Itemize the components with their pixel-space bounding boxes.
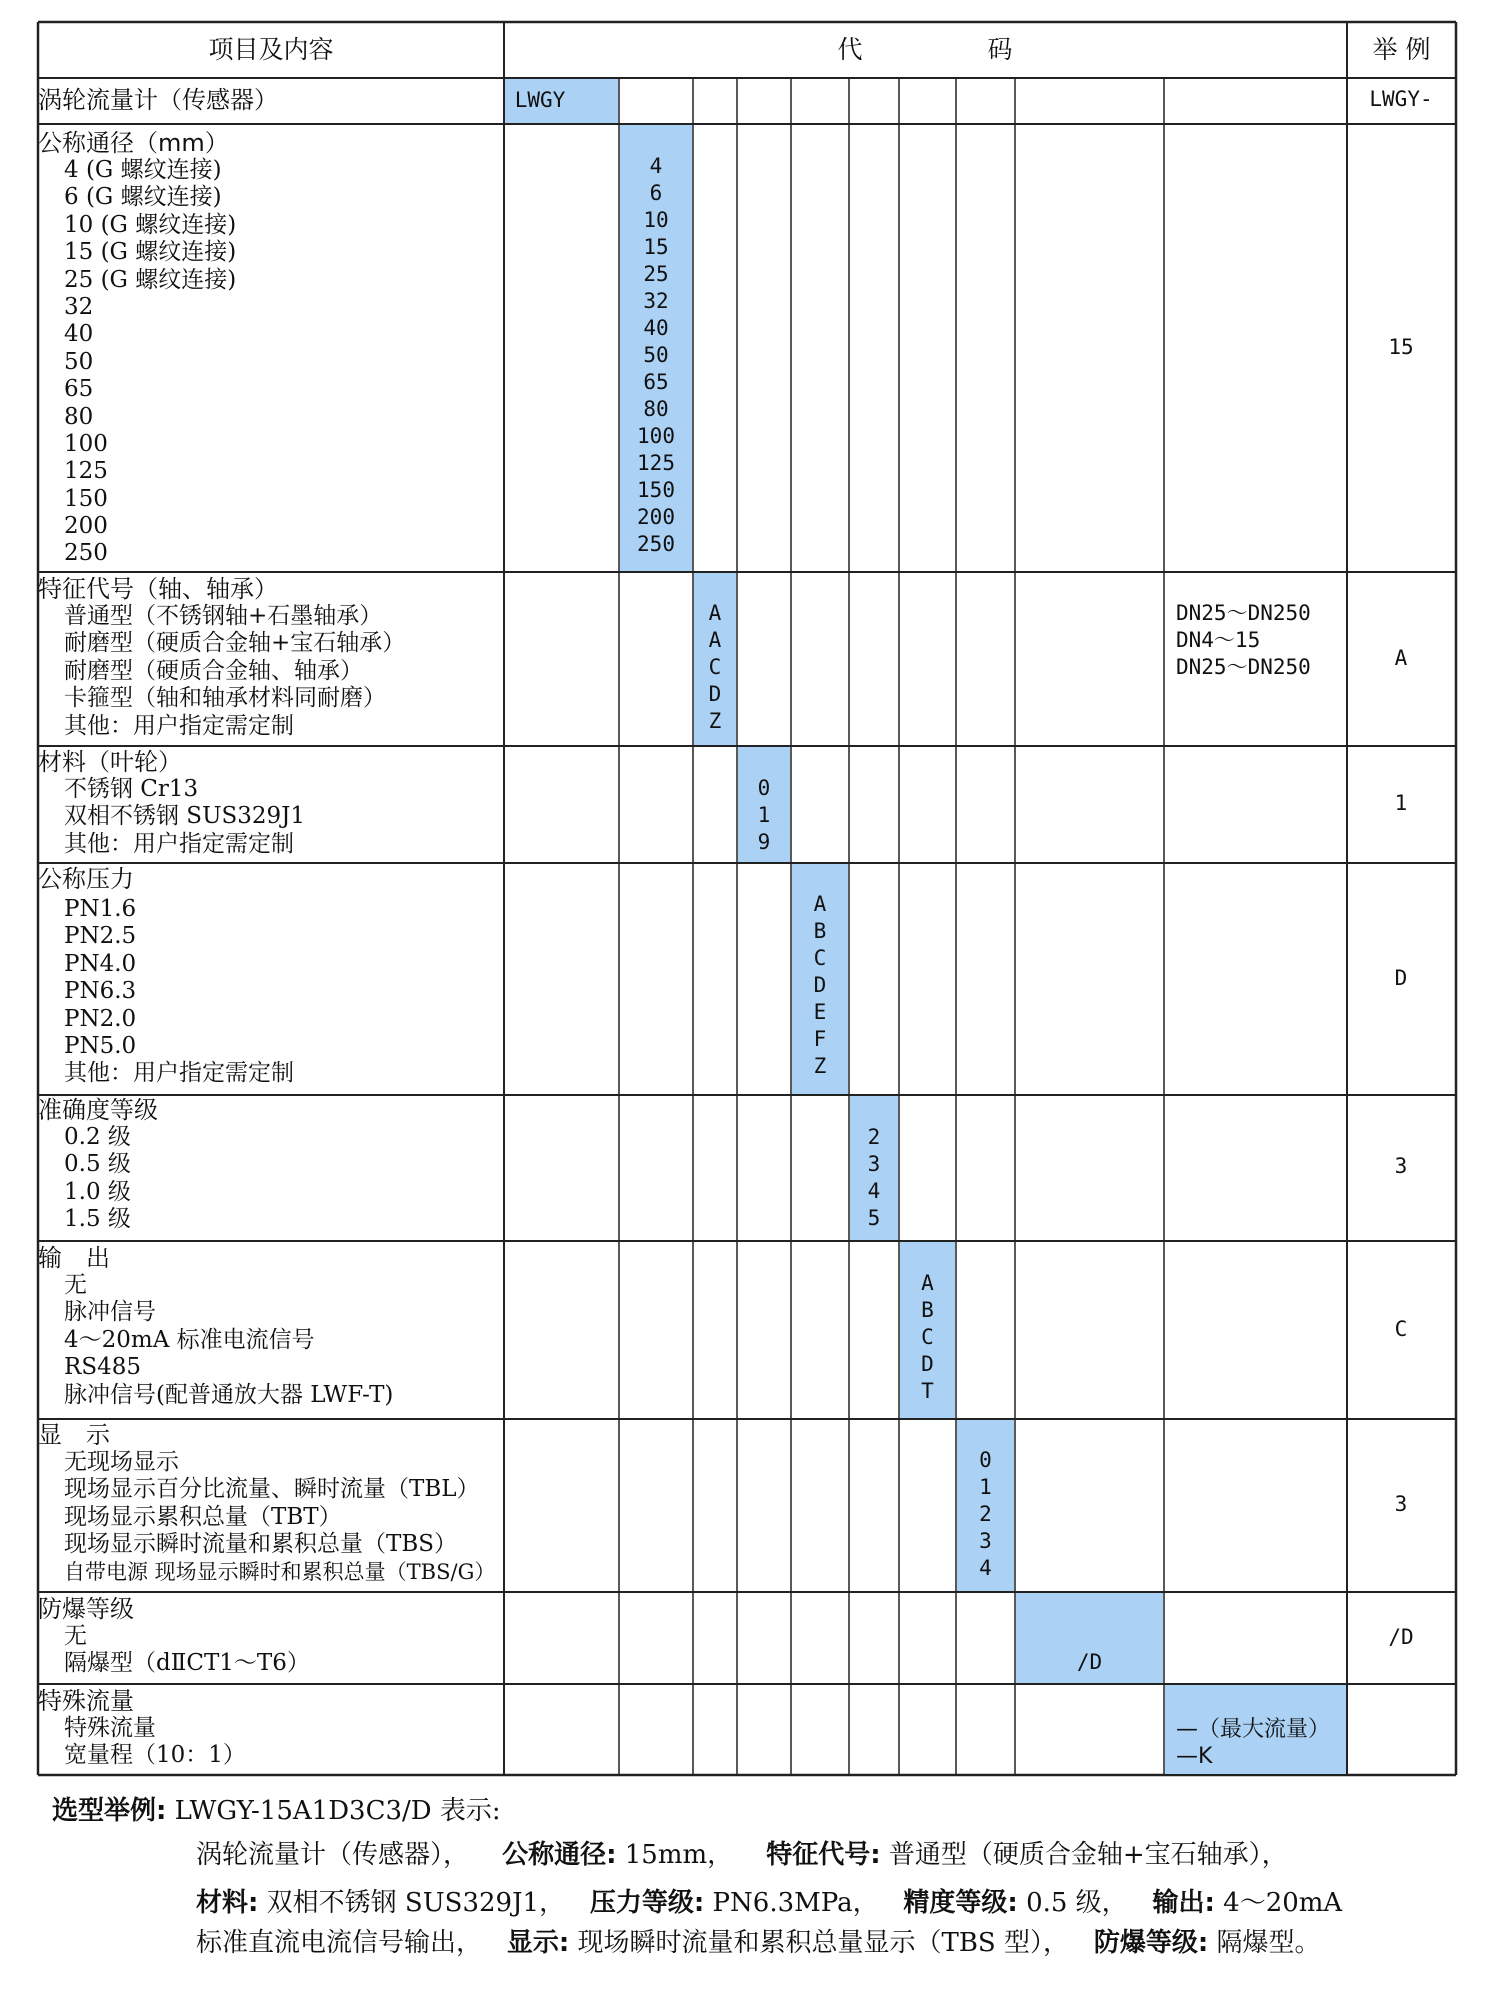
code-value: Z [813,1054,827,1078]
code-value: B [921,1298,934,1322]
example-l2-b: 双相不锈钢 SUS329J1， [266,1888,566,1918]
section-title: 涡轮流量计（传感器） [38,86,278,114]
item: 10 (G 螺纹连接) [64,211,237,238]
codes-model [505,87,575,114]
example-l3-e: 隔爆型。 [1216,1928,1321,1958]
code-value: E [813,1000,827,1024]
code-value: 1 [979,1475,992,1499]
item: 隔爆型（dⅡCT1～T6） [64,1650,310,1677]
item: 无 [64,1272,87,1298]
code-value: 2 [979,1502,992,1526]
header-code-b: 码 [987,35,1013,64]
item: PN1.6 [64,896,137,922]
example-l2-c: 压力等级: [589,1888,705,1918]
example-l2-d: PN6.3MPa， [712,1888,879,1918]
section-pressure [38,866,498,1088]
item: PN2.5 [64,923,137,950]
item: 32 [64,293,94,320]
item: 200 [64,513,108,540]
code-value: 250 [637,532,675,556]
item: 0.2 级 [64,1124,131,1150]
code-value: 1 [757,803,771,827]
item: 4 (G 螺纹连接) [64,157,222,183]
feature-notes [1176,600,1311,681]
code-value: 6 [649,181,663,205]
item: 不锈钢 Cr13 [64,776,199,802]
item: 125 [64,458,108,485]
code-value: 4 [649,154,663,178]
item: 耐磨型（硬质合金轴+宝石轴承） [64,630,406,657]
code-value: 4 [979,1556,992,1580]
header-code-a: 代 [837,35,863,64]
code-value: C [921,1325,934,1349]
code-value: A [708,628,722,652]
item: 其他：用户指定需定制 [64,1060,294,1087]
item: 40 [64,321,94,348]
item: 普通型（不锈钢轴+石墨轴承） [64,603,383,629]
example-l2-e: 精度等级: [903,1888,1018,1918]
codes-feature [694,600,736,735]
code-value: D [708,682,722,706]
code-value: C [813,946,827,970]
codes-accuracy [850,1124,898,1232]
section-feature [38,576,498,740]
item: PN6.3 [64,978,137,1005]
example-diameter: 15 [1388,335,1414,359]
codes-display [957,1447,1014,1582]
section-title: 显 示 [38,1421,110,1449]
note-line: DN4～15 [1176,628,1261,652]
item: 150 [64,485,108,512]
code-value: 150 [637,478,675,502]
item: 自带电源 现场显示瞬时和累积总量（TBS/G） [64,1559,496,1584]
example-l3-c: 现场瞬时流量和累积总量显示（TBS 型）， [577,1928,1070,1958]
section-accuracy [38,1097,498,1234]
example-l1-e: 普通型（硬质合金轴+宝石轴承）， [888,1840,1288,1870]
section-title: 特征代号（轴、轴承） [38,575,278,603]
section-title: 防爆等级 [38,1595,134,1623]
header-example: 举 例 [1372,35,1431,64]
example-l2-a: 材料: [196,1888,259,1918]
codes-diameter [620,153,692,558]
example-l3-d: 防爆等级: [1093,1928,1209,1958]
codes-explosion [1016,1649,1163,1676]
code-value: 200 [637,505,675,529]
item: 无 [64,1623,87,1649]
example-pressure: D [1394,966,1408,990]
item: 宽量程（10：1） [64,1742,246,1769]
code-value: 0 [979,1448,992,1472]
section-title: 输 出 [38,1244,110,1272]
code-value: 100 [637,424,675,448]
item: 1.0 级 [64,1178,131,1205]
note-line: DN25～DN250 [1176,655,1311,679]
item: 4～20mA 标准电流信号 [64,1326,315,1353]
item: 25 (G 螺纹连接) [64,266,237,293]
item: 65 [64,376,94,403]
item: 双相不锈钢 SUS329J1 [64,803,305,830]
example-label: 选型举例: [52,1796,167,1826]
code-value: 4 [867,1179,881,1203]
header-item: 项目及内容 [208,35,334,64]
codes-pressure [792,891,848,1080]
item: 80 [64,403,94,430]
code-value: 3 [979,1529,992,1553]
section-title: 公称压力 [38,865,134,893]
item: 6 (G 螺纹连接) [64,184,222,211]
code-value: F [813,1027,827,1051]
example-l2-h: 4～20mA [1223,1888,1343,1918]
code-value: 3 [867,1152,881,1176]
codes-material [738,775,790,856]
item: 脉冲信号 [64,1299,156,1326]
code-value: 32 [643,289,669,313]
code-value: 10 [643,208,669,232]
item: PN2.0 [64,1005,137,1032]
example-model: LWGY-15A1D3C3/D 表示: [174,1796,501,1826]
example-l1-b: 公称通径: [502,1840,617,1870]
item: 其他：用户指定需定制 [64,830,294,857]
code-value: A [813,892,827,916]
code-value: A [921,1271,934,1295]
code-value: 9 [757,830,771,854]
example-output: C [1394,1317,1408,1341]
code-value: LWGY [514,88,566,112]
example-l3-a: 标准直流电流信号输出， [196,1928,483,1958]
code-value: 25 [643,262,669,286]
section-title: 准确度等级 [38,1096,158,1124]
example-display: 3 [1394,1492,1408,1516]
codes-output [900,1270,955,1405]
code-value: 65 [643,370,669,394]
code-value: T [921,1379,934,1403]
code-value: 15 [643,235,669,259]
code-value: /D [1076,1650,1103,1674]
item: 卡箍型（轴和轴承材料同耐磨） [64,685,386,712]
example-l3-b: 显示: [506,1928,570,1958]
code-value: A [708,601,722,625]
item: PN4.0 [64,950,137,977]
code-value: D [921,1352,934,1376]
example-l1-d: 特征代号: [766,1840,881,1870]
item: 其他：用户指定需定制 [64,712,294,739]
example-l2-f: 0.5 级， [1026,1888,1128,1918]
item: 脉冲信号(配普通放大器 LWF-T) [64,1381,394,1408]
code-value: D [813,973,827,997]
example-feature: A [1394,646,1408,670]
section-output [38,1245,498,1409]
section-title: 特殊流量 [38,1687,134,1715]
code-value: 0 [757,776,771,800]
code-value: 80 [643,397,669,421]
item: RS485 [64,1354,141,1381]
section-display [38,1422,498,1586]
section-title: 公称通径（mm） [38,129,229,157]
code-value: 40 [643,316,669,340]
item: 50 [64,348,94,375]
item: 耐磨型（硬质合金轴、轴承） [64,657,363,684]
item: 100 [64,430,108,457]
item: 现场显示百分比流量、瞬时流量（TBL） [64,1476,480,1503]
example-l2-g: 输出: [1152,1888,1215,1918]
item: PN5.0 [64,1032,137,1059]
item: 现场显示累积总量（TBT） [64,1503,342,1530]
example-l1-a: 涡轮流量计（传感器）， [196,1840,470,1870]
item: 0.5 级 [64,1151,131,1178]
note-line: DN25～DN250 [1176,601,1311,625]
code-value: 2 [867,1125,881,1149]
code-value: —（最大流量） [1176,1717,1331,1742]
code-value: 5 [867,1206,881,1230]
section-material [38,749,498,858]
item: 1.5 级 [64,1206,131,1233]
item: 250 [64,540,108,567]
item: 特殊流量 [64,1715,156,1741]
section-diameter [38,130,498,568]
item: 无现场显示 [64,1449,179,1475]
item: 15 (G 螺纹连接) [64,239,237,266]
example-l1-c: 15mm， [624,1840,734,1870]
code-value: 50 [643,343,669,367]
example-accuracy: 3 [1394,1154,1408,1178]
code-value: Z [708,709,722,733]
section-explosion [38,1596,498,1678]
section-title: 材料（叶轮） [38,748,182,776]
example-explosion: /D [1388,1625,1414,1649]
code-value: —K [1176,1744,1213,1769]
item: 现场显示瞬时流量和累积总量（TBS） [64,1531,457,1558]
example-material: 1 [1394,791,1408,815]
code-value: B [813,919,827,943]
example-model: LWGY- [1369,87,1433,111]
code-value: C [708,655,722,679]
section-model [38,87,498,114]
codes-special-flow [1176,1716,1346,1770]
code-value: 125 [637,451,675,475]
section-special-flow [38,1688,498,1770]
